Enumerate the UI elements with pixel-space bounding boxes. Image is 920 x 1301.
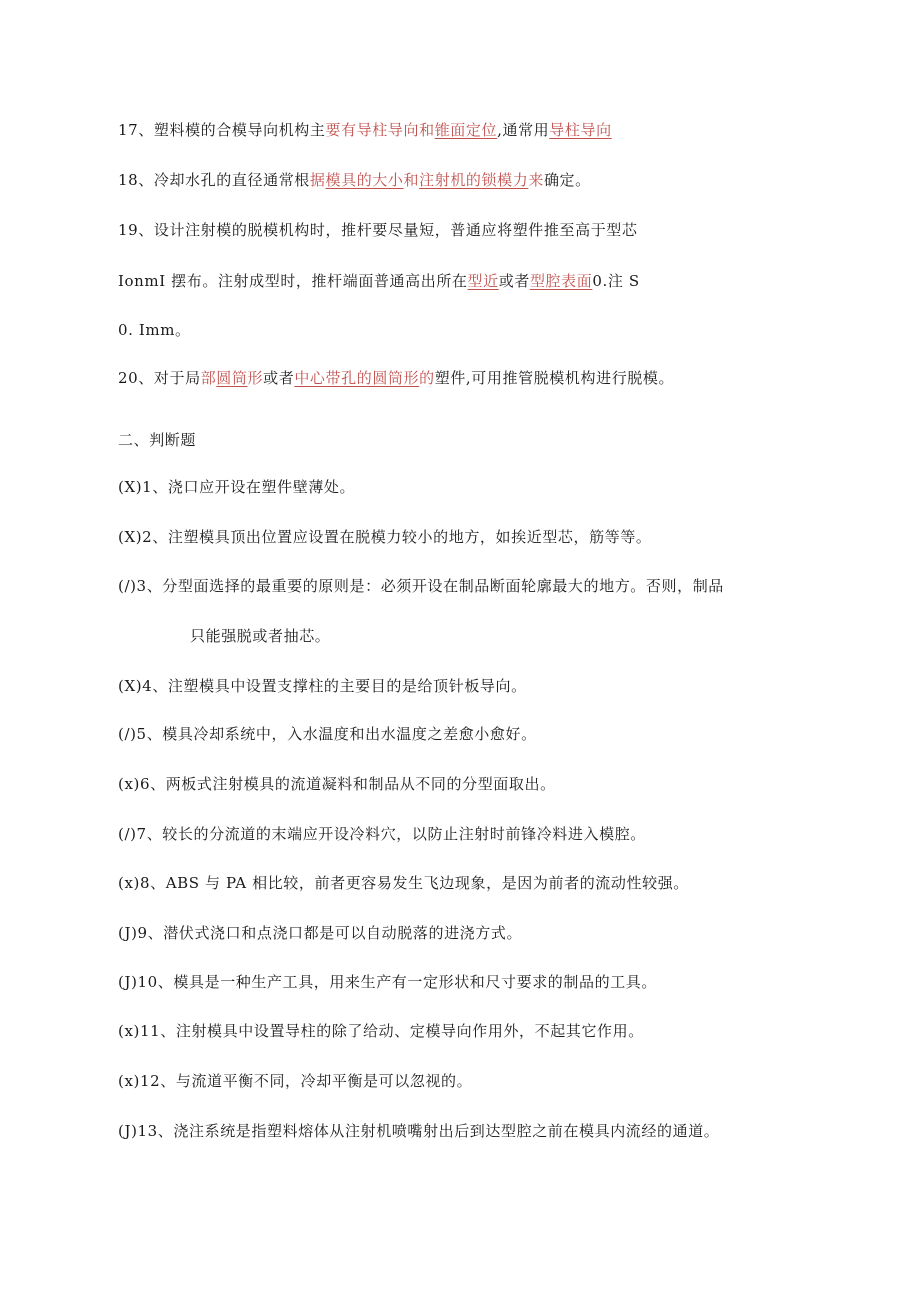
judgement-item-1: (X)1、浇口应开设在塑件壁薄处。 [118,478,356,496]
q19-answer-1: 型近 [467,272,499,290]
judgement-item-8: (x)8、ABS 与 PA 相比较，前者更容易发生飞边现象，是因为前者的流动性较强。 [118,874,689,892]
judgement-item-6: (x)6、两板式注射模具的流道凝料和制品从不同的分型面取出。 [118,775,556,793]
q17-text: 17、塑料模的合模导向机构主 [118,121,326,139]
judgement-item-4: (X)4、注塑模具中设置支撑柱的主要目的是给顶针板导向。 [118,677,527,695]
q18-text-red: 据 [309,171,326,189]
judgement-item-3-continued: 只能强脱或者抽芯。 [190,627,331,645]
q18-answer-1: 模具的大小 [325,171,404,189]
q20-text: 20、对于局 [118,369,201,387]
question-17 [118,120,612,140]
q18-text-lai: 来 [528,171,544,189]
q17-text-2: ,通常用 [497,121,550,139]
q20-text-or: 或者 [263,369,295,387]
judgement-item-10: (J)10、模具是一种生产工具，用来生产有一定形状和尺寸要求的制品的工具。 [118,973,658,991]
q20-text-de: 的 [419,369,435,387]
q19-text-or: 或者 [498,272,530,290]
q19-text: IonmI 摆布。注射成型时，推杆端面普通高出所在 [118,272,468,290]
q20-answer-2: 中心带孔的圆筒形 [294,369,420,387]
q19-answer-2: 型腔表面 [529,272,593,290]
q18-answer-2: 注射机的锁模力 [419,171,529,189]
q18-text: 18、冷却水孔的直径通常根 [118,171,310,189]
judgement-item-7: (/)7、较长的分流道的末端应开设冷料穴，以防止注射时前锋冷料进入模腔。 [118,825,646,843]
q17-answer-text: 要有导柱导向和 [325,121,435,139]
judgement-item-13: (J)13、浇注系统是指塑料熔体从注射机喷嘴射出后到达型腔之前在模具内流经的通道。 [118,1122,720,1140]
q20-text-shape: 形 [247,369,264,387]
judgement-item-9: (J)9、潜伏式浇口和点浇口都是可以自动脱落的进浇方式。 [118,924,523,942]
q17-answer-1: 锥面定位 [434,121,498,139]
q18-text-and: 和 [403,171,420,189]
q19-text-end: 0.注 S [592,272,640,290]
question-19-line-3: 0. Imm。 [118,321,191,339]
judgement-item-11: (x)11、注射模具中设置导柱的除了给动、定模导向作用外，不起其它作用。 [118,1022,644,1040]
q20-text-end: 塑件,可用推管脱模机构进行脱模。 [434,369,675,387]
judgement-item-5: (/)5、模具冷却系统中，入水温度和出水温度之差愈小愈好。 [118,725,537,743]
judgement-item-2: (X)2、注塑模具顶出位置应设置在脱模力较小的地方，如挨近型芯，筋等等。 [118,528,652,546]
q17-answer-2: 导柱导向 [549,121,612,139]
question-18 [118,170,591,190]
q20-answer-1: 圆筒 [216,369,248,387]
question-19-line-1: 19、设计注射模的脱模机构时，推杆要尽量短，普通应将塑件推至高于型芯 [118,221,638,239]
section-title: 二、判断题 [118,431,197,449]
question-19-line-2 [118,271,640,291]
judgement-item-12: (x)12、与流道平衡不同，冷却平衡是可以忽视的。 [118,1072,473,1090]
q18-text-end: 确定。 [543,171,591,189]
q20-text-red: 部 [200,369,217,387]
question-20 [118,368,674,388]
judgement-item-3: (/)3、分型面选择的最重要的原则是：必须开设在制品断面轮廓最大的地方。否则，制品 [118,577,724,595]
